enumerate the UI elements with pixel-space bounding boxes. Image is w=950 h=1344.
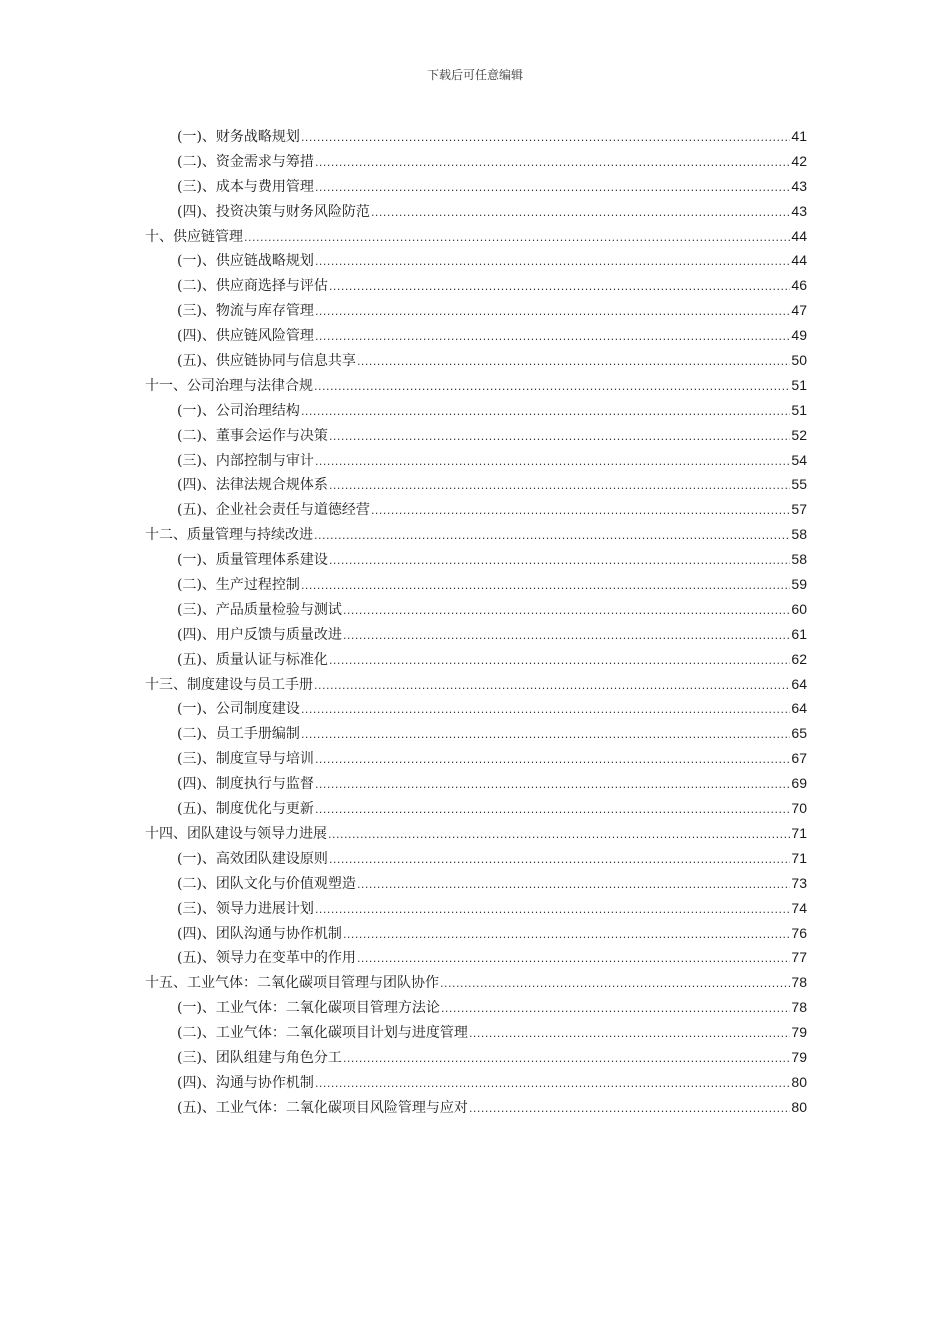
toc-dot-leader [343, 599, 790, 624]
toc-entry-title: (一)、质量管理体系建设 [177, 552, 328, 569]
toc-page-number: 55 [791, 476, 807, 493]
toc-dot-leader [315, 325, 790, 350]
toc-section-link[interactable] [145, 273, 807, 298]
toc-page-number: 50 [791, 352, 807, 369]
toc-section-link[interactable] [145, 124, 807, 149]
toc-entry-title: (二)、生产过程控制 [177, 577, 300, 594]
toc-entry-title: (四)、用户反馈与质量改进 [177, 626, 342, 643]
toc-page-number: 73 [791, 874, 807, 891]
toc-section-link[interactable] [145, 174, 807, 199]
toc-section-link[interactable] [145, 323, 807, 348]
toc-dot-leader [343, 923, 790, 948]
toc-page-number: 59 [791, 576, 807, 593]
toc-dot-leader [314, 524, 790, 549]
toc-section-link[interactable] [145, 622, 807, 647]
toc-dot-leader [315, 250, 790, 275]
toc-page-number: 49 [791, 327, 807, 344]
toc-entry-title: (四)、供应链风险管理 [177, 328, 314, 345]
toc-entry-title: (一)、高效团队建设原则 [177, 850, 328, 867]
toc-page-number: 70 [791, 800, 807, 817]
toc-dot-leader [469, 1097, 790, 1122]
toc-section-link[interactable] [145, 398, 807, 423]
toc-page-number: 43 [791, 202, 807, 219]
toc-page-number: 42 [791, 152, 807, 169]
toc-page-number: 76 [791, 924, 807, 941]
toc-dot-leader [315, 1072, 790, 1097]
toc-dot-leader [301, 698, 790, 723]
toc-section-link[interactable] [145, 1020, 807, 1045]
toc-dot-leader [301, 400, 790, 425]
toc-entry-title: (四)、法律法规合规体系 [177, 477, 328, 494]
toc-page-number: 46 [791, 277, 807, 294]
toc-page-number: 69 [791, 775, 807, 792]
toc-dot-leader [315, 798, 790, 823]
toc-dot-leader [314, 375, 790, 400]
toc-entry-title: (二)、员工手册编制 [177, 726, 300, 743]
toc-section-link[interactable] [145, 348, 807, 373]
toc-entry-title: (一)、公司制度建设 [177, 701, 300, 718]
toc-dot-leader [441, 997, 790, 1022]
toc-page-number: 80 [791, 1073, 807, 1090]
toc-dot-leader [329, 474, 790, 499]
toc-chapter-link[interactable] [145, 821, 807, 846]
toc-page-number: 43 [791, 177, 807, 194]
toc-page-number: 78 [791, 974, 807, 991]
toc-dot-leader [343, 1047, 790, 1072]
toc-entry-title: 十一、公司治理与法律合规 [145, 377, 313, 394]
toc-page-number: 80 [791, 1098, 807, 1115]
toc-section-link[interactable] [145, 846, 807, 871]
toc-page-number: 58 [791, 551, 807, 568]
toc-page-number: 64 [791, 700, 807, 717]
toc-page-number: 62 [791, 650, 807, 667]
toc-section-link[interactable] [145, 647, 807, 672]
toc-section-link[interactable] [145, 921, 807, 946]
toc-dot-leader [329, 425, 790, 450]
toc-dot-leader [244, 226, 790, 251]
toc-entry-title: 十三、制度建设与员工手册 [145, 676, 313, 693]
toc-dot-leader [301, 126, 790, 151]
toc-dot-leader [301, 574, 790, 599]
toc-page-number: 51 [791, 376, 807, 393]
toc-entry-title: (五)、企业社会责任与道德经营 [177, 502, 370, 519]
toc-entry-title: (二)、团队文化与价值观塑造 [177, 875, 356, 892]
toc-section-link[interactable] [145, 945, 807, 970]
toc-entry-title: 十、供应链管理 [145, 228, 243, 245]
toc-section-link[interactable] [145, 796, 807, 821]
toc-page-number: 52 [791, 426, 807, 443]
toc-page-number: 44 [791, 252, 807, 269]
toc-page-number: 77 [791, 949, 807, 966]
toc-entry-title: (五)、质量认证与标准化 [177, 651, 328, 668]
toc-section-link[interactable] [145, 1045, 807, 1070]
toc-section-link[interactable] [145, 771, 807, 796]
toc-entry-title: (二)、资金需求与筹措 [177, 153, 314, 170]
toc-section-link[interactable] [145, 423, 807, 448]
toc-dot-leader [315, 176, 790, 201]
toc-page-number: 51 [791, 401, 807, 418]
toc-entry-title: (五)、供应链协同与信息共享 [177, 353, 356, 370]
toc-entry-title: (五)、领导力在变革中的作用 [177, 950, 356, 967]
toc-section-link[interactable] [145, 497, 807, 522]
toc-section-link[interactable] [145, 472, 807, 497]
toc-chapter-link[interactable] [145, 672, 807, 697]
toc-chapter-link[interactable] [145, 224, 807, 249]
toc-entry-title: 十四、团队建设与领导力进展 [145, 825, 327, 842]
toc-dot-leader [329, 848, 790, 873]
toc-dot-leader [329, 549, 790, 574]
toc-section-link[interactable] [145, 572, 807, 597]
toc-chapter-link[interactable] [145, 970, 807, 995]
toc-entry-title: (五)、制度优化与更新 [177, 801, 314, 818]
toc-section-link[interactable] [145, 199, 807, 224]
toc-page-number: 54 [791, 451, 807, 468]
toc-page-number: 44 [791, 227, 807, 244]
toc-dot-leader [357, 947, 790, 972]
toc-section-link[interactable] [145, 547, 807, 572]
toc-dot-leader [315, 450, 790, 475]
toc-entry-title: (四)、投资决策与财务风险防范 [177, 203, 370, 220]
toc-entry-title: (四)、团队沟通与协作机制 [177, 925, 342, 942]
toc-entry-title: (一)、供应链战略规划 [177, 253, 314, 270]
toc-section-link[interactable] [145, 298, 807, 323]
toc-page-number: 71 [791, 849, 807, 866]
toc-dot-leader [371, 201, 790, 226]
toc-page-number: 78 [791, 999, 807, 1016]
toc-entry-title: (一)、公司治理结构 [177, 402, 300, 419]
toc-entry-title: (三)、制度宣导与培训 [177, 751, 314, 768]
toc-page-number: 57 [791, 501, 807, 518]
toc-entry-title: (三)、领导力进展计划 [177, 900, 314, 917]
toc-entry-title: (二)、供应商选择与评估 [177, 278, 328, 295]
toc-entry-title: (三)、产品质量检验与测试 [177, 601, 342, 618]
toc-section-link[interactable] [145, 995, 807, 1020]
toc-section-link[interactable] [145, 871, 807, 896]
toc-page-number: 61 [791, 625, 807, 642]
toc-page-number: 71 [791, 824, 807, 841]
toc-entry-title: 十二、质量管理与持续改进 [145, 527, 313, 544]
toc-entry-title: (三)、内部控制与审计 [177, 452, 314, 469]
toc-dot-leader [357, 873, 790, 898]
toc-section-link[interactable] [145, 1070, 807, 1095]
toc-page-number: 67 [791, 750, 807, 767]
toc-section-link[interactable] [145, 721, 807, 746]
toc-entry-title: (三)、成本与费用管理 [177, 178, 314, 195]
page-header: 下载后可任意编辑 [426, 68, 523, 82]
toc-page-number: 79 [791, 1048, 807, 1065]
toc-entry-title: (一)、财务战略规划 [177, 129, 300, 145]
toc-entry-title: (五)、工业气体：二氧化碳项目风险管理与应对 [177, 1099, 468, 1116]
toc-dot-leader [301, 723, 790, 748]
toc-dot-leader [315, 300, 790, 325]
toc-section-link[interactable] [145, 746, 807, 771]
toc-section-link[interactable] [145, 248, 807, 273]
toc-section-link[interactable] [145, 1095, 807, 1120]
toc-section-link[interactable] [145, 597, 807, 622]
toc-dot-leader [315, 151, 790, 176]
toc-dot-leader [440, 972, 790, 997]
toc-dot-leader [315, 773, 790, 798]
toc-entry-title: (二)、工业气体：二氧化碳项目计划与进度管理 [177, 1025, 468, 1042]
toc-chapter-link[interactable] [145, 373, 807, 398]
toc-dot-leader [314, 674, 790, 699]
toc-dot-leader [328, 823, 790, 848]
toc-page-number: 65 [791, 725, 807, 742]
toc-section-link[interactable] [145, 448, 807, 473]
table-of-contents [145, 124, 807, 1120]
toc-dot-leader [343, 624, 790, 649]
toc-entry-title: (三)、团队组建与角色分工 [177, 1049, 342, 1066]
toc-page-number: 74 [791, 899, 807, 916]
toc-page-number: 64 [791, 675, 807, 692]
toc-section-link[interactable] [145, 149, 807, 174]
toc-dot-leader [329, 649, 790, 674]
toc-entry-title: 十五、工业气体：二氧化碳项目管理与团队协作 [145, 975, 439, 992]
toc-dot-leader [357, 350, 790, 375]
toc-page-number: 41 [791, 128, 807, 144]
toc-entry-title: (一)、工业气体：二氧化碳项目管理方法论 [177, 1000, 440, 1017]
toc-entry-title: (三)、物流与库存管理 [177, 303, 314, 320]
toc-page-number: 60 [791, 600, 807, 617]
toc-entry-title: (四)、制度执行与监督 [177, 776, 314, 793]
toc-page-number: 47 [791, 302, 807, 319]
toc-entry-title: (四)、沟通与协作机制 [177, 1074, 314, 1091]
toc-entry-title: (二)、董事会运作与决策 [177, 427, 328, 444]
toc-page-number: 79 [791, 1024, 807, 1041]
toc-section-link[interactable] [145, 896, 807, 921]
toc-dot-leader [371, 499, 790, 524]
toc-chapter-link[interactable] [145, 522, 807, 547]
toc-dot-leader [469, 1022, 790, 1047]
toc-section-link[interactable] [145, 696, 807, 721]
toc-page-number: 58 [791, 526, 807, 543]
toc-dot-leader [315, 898, 790, 923]
toc-dot-leader [329, 275, 790, 300]
toc-dot-leader [315, 748, 790, 773]
